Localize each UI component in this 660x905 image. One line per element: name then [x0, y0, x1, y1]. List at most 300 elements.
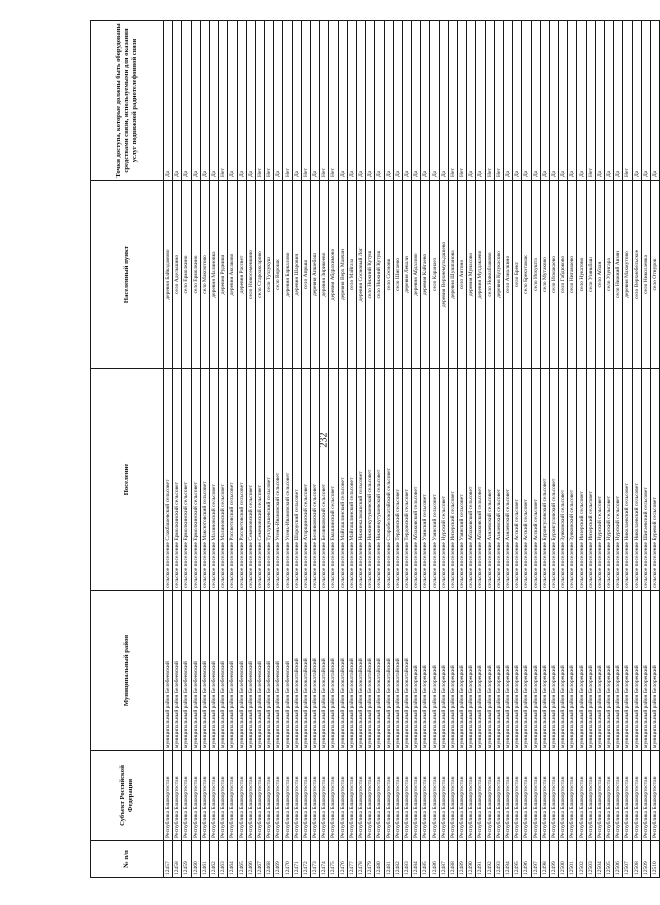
cell-access: Нет	[494, 21, 503, 181]
cell-subject: Республика Башкортостан	[448, 751, 457, 841]
table-row	[595, 21, 604, 878]
cell-locality: деревня Сосновый Лог	[356, 181, 365, 369]
cell-settlement: сельское поселение Асский сельсовет	[522, 369, 531, 591]
cell-locality: село Абзан	[595, 181, 604, 369]
cell-num: 12487	[439, 841, 448, 878]
cell-settlement: сельское поселение Нижнекутушевский сельсовет	[375, 369, 384, 591]
cell-district: муниципальный район Белорецкий	[586, 591, 595, 751]
cell-num: 12489	[458, 841, 467, 878]
cell-num: 12485	[421, 841, 430, 878]
cell-district: муниципальный район Белорецкий	[549, 591, 558, 751]
cell-settlement: сельское поселение Инзерский сельсовет	[586, 369, 595, 591]
cell-num: 12469	[274, 841, 283, 878]
cell-subject: Республика Башкортостан	[402, 751, 411, 841]
cell-subject: Республика Башкортостан	[503, 751, 512, 841]
cell-settlement: сельское поселение Белянковский сельсовет	[311, 369, 320, 591]
cell-access: Да	[375, 21, 384, 181]
cell-access: Да	[228, 21, 237, 181]
cell-locality: село Николаевка	[641, 181, 650, 369]
cell-locality: село Нижний Кутуш	[375, 181, 384, 369]
cell-num: 12460	[191, 841, 200, 878]
cell-subject: Республика Башкортостан	[173, 751, 182, 841]
cell-subject: Республика Башкортостан	[577, 751, 586, 841]
cell-access: Да	[237, 21, 246, 181]
cell-access: Нет	[265, 21, 274, 181]
table-row	[430, 21, 439, 878]
cell-locality: деревня Баркалово	[283, 181, 292, 369]
table-row	[540, 21, 549, 878]
cell-locality: село Габдюково	[559, 181, 568, 369]
cell-district: муниципальный район Белорецкий	[439, 591, 448, 751]
table-row	[586, 21, 595, 878]
header-subject: Субъект Российской Федерации	[91, 751, 164, 841]
cell-subject: Республика Башкортостан	[393, 751, 402, 841]
cell-district: муниципальный район Белорецкий	[577, 591, 586, 751]
cell-locality: село Ворошк	[274, 181, 283, 369]
cell-access: Да	[366, 21, 375, 181]
table-row	[402, 21, 411, 878]
cell-district: муниципальный район Белорецкий	[595, 591, 604, 751]
cell-subject: Республика Башкортостан	[614, 751, 623, 841]
cell-access: Да	[531, 21, 540, 181]
cell-num: 12496	[522, 841, 531, 878]
table-row	[632, 21, 641, 878]
header-access-points: Точки доступа, которые должны быть оборудованы средствами связи, используемыми для оказания услуг подвижной радиотелефонной связи	[91, 21, 164, 181]
cell-district: муниципальный район Белокатайский	[320, 591, 329, 751]
cell-settlement: сельское поселение Майгашлинский сельсовет	[347, 369, 356, 591]
cell-district: муниципальный район Белорецкий	[485, 591, 494, 751]
cell-subject: Республика Башкортостан	[623, 751, 632, 841]
cell-num: 12479	[366, 841, 375, 878]
cell-locality: деревня Шушпанова	[448, 181, 457, 369]
cell-access: Да	[182, 21, 191, 181]
table-row	[283, 21, 292, 878]
cell-district: муниципальный район Белокатайский	[393, 591, 402, 751]
cell-settlement: сельское поселение Инзерский сельсовет	[577, 369, 586, 591]
cell-locality: деревня Кулукасово	[494, 181, 503, 369]
table-row	[531, 21, 540, 878]
cell-district: муниципальный район Белорецкий	[614, 591, 623, 751]
cell-settlement: сельское поселение Абзаковский сельсовет	[412, 369, 421, 591]
cell-district: муниципальный район Белокатайский	[292, 591, 301, 751]
cell-access: Нет	[623, 21, 632, 181]
cell-subject: Республика Башкортостан	[412, 751, 421, 841]
cell-access: Да	[430, 21, 439, 181]
cell-access: Да	[540, 21, 549, 181]
cell-locality: село Азналкино	[503, 181, 512, 369]
cell-num: 12502	[577, 841, 586, 878]
cell-access: Да	[595, 21, 604, 181]
cell-num: 12457	[164, 841, 173, 878]
cell-access: Да	[311, 21, 320, 181]
cell-settlement: сельское поселение Абзаковский сельсовет	[467, 369, 476, 591]
cell-settlement: сельское поселение Асский сельсовет	[513, 369, 522, 591]
cell-settlement: сельское поселение Емашинский сельсовет	[329, 369, 338, 591]
cell-district: муниципальный район Белебеевский	[164, 591, 173, 751]
cell-district: муниципальный район Белорецкий	[476, 591, 485, 751]
cell-settlement: сельское поселение Ермолкинский сельсовет	[191, 369, 200, 591]
cell-subject: Республика Башкортостан	[540, 751, 549, 841]
cell-num: 12459	[182, 841, 191, 878]
table-row	[393, 21, 402, 878]
cell-access: Да	[577, 21, 586, 181]
cell-district: муниципальный район Белорецкий	[503, 591, 512, 751]
cell-subject: Республика Башкортостан	[200, 751, 209, 841]
cell-settlement: сельское поселение Николаевский сельсовет	[623, 369, 632, 591]
cell-access: Да	[476, 21, 485, 181]
cell-access: Нет	[219, 21, 228, 181]
cell-subject: Республика Башкортостан	[641, 751, 650, 841]
cell-district: муниципальный район Белорецкий	[650, 591, 659, 751]
table-header-row	[91, 21, 164, 878]
cell-locality: деревня Верх Маячан	[338, 181, 347, 369]
cell-access: Да	[274, 21, 283, 181]
cell-locality: село Узяньбаш	[586, 181, 595, 369]
cell-locality: деревня Апшебаш	[311, 181, 320, 369]
table-row	[301, 21, 310, 878]
cell-district: муниципальный район Белебеевский	[283, 591, 292, 751]
cell-num: 12500	[559, 841, 568, 878]
cell-access: Нет	[448, 21, 457, 181]
cell-num: 12510	[650, 841, 659, 878]
table-row	[614, 21, 623, 878]
table-row	[513, 21, 522, 878]
table-row	[338, 21, 347, 878]
cell-access: Да	[173, 21, 182, 181]
cell-num: 12504	[595, 841, 604, 878]
cell-settlement: сельское поселение Усень-Ивановский сельсовет	[283, 369, 292, 591]
cell-settlement: сельское поселение Узянский сельсовет	[430, 369, 439, 591]
cell-district: муниципальный район Белорецкий	[568, 591, 577, 751]
cell-num: 12463	[219, 841, 228, 878]
cell-settlement: сельское поселение Буревой сельсовет	[650, 369, 659, 591]
table-row	[503, 21, 512, 878]
cell-district: муниципальный район Белокатайский	[338, 591, 347, 751]
cell-subject: Республика Башкортостан	[595, 751, 604, 841]
cell-access: Да	[605, 21, 614, 181]
cell-district: муниципальный район Белорецкий	[540, 591, 549, 751]
cell-locality: деревня Кайгаево	[421, 181, 430, 369]
cell-locality: село Нижний Кутуш	[366, 181, 375, 369]
cell-locality: село Шигаево	[393, 181, 402, 369]
cell-subject: Республика Башкортостан	[494, 751, 503, 841]
cell-district: муниципальный район Белорецкий	[421, 591, 430, 751]
cell-subject: Республика Башкортостан	[311, 751, 320, 841]
cell-district: муниципальный район Белорецкий	[513, 591, 522, 751]
cell-subject: Республика Башкортостан	[513, 751, 522, 841]
cell-num: 12462	[209, 841, 218, 878]
cell-access: Да	[200, 21, 209, 181]
cell-locality: село Брекс	[513, 181, 522, 369]
table-row	[200, 21, 209, 878]
cell-subject: Республика Башкортостан	[421, 751, 430, 841]
cell-district: муниципальный район Белебеевский	[228, 591, 237, 751]
cell-locality: село Брекэтамак	[522, 181, 531, 369]
cell-subject: Республика Башкортостан	[255, 751, 264, 841]
cell-district: муниципальный район Белокатайский	[329, 591, 338, 751]
table-row	[568, 21, 577, 878]
cell-access: Нет	[320, 21, 329, 181]
table-row	[476, 21, 485, 878]
cell-num: 12499	[549, 841, 558, 878]
cell-num: 12503	[586, 841, 595, 878]
cell-locality: деревня Махмутово	[623, 181, 632, 369]
cell-subject: Республика Башкортостан	[237, 751, 246, 841]
cell-num: 12476	[338, 841, 347, 878]
cell-access: Да	[467, 21, 476, 181]
cell-num: 12473	[311, 841, 320, 878]
cell-num: 12471	[292, 841, 301, 878]
cell-locality: село Ермолкино	[182, 181, 191, 369]
cell-access: Да	[347, 21, 356, 181]
cell-locality: деревня Рудники	[219, 181, 228, 369]
cell-access: Да	[650, 21, 659, 181]
table-row	[458, 21, 467, 878]
cell-subject: Республика Башкортостан	[439, 751, 448, 841]
header-settlement: Поселение	[91, 369, 164, 591]
cell-access: Да	[191, 21, 200, 181]
page-number: 232	[318, 432, 330, 448]
cell-subject: Республика Башкортостан	[292, 751, 301, 841]
cell-settlement: сельское поселение Майгашлинский сельсовет	[338, 369, 347, 591]
header-locality: Населенный пункт	[91, 181, 164, 369]
cell-district: муниципальный район Белорецкий	[559, 591, 568, 751]
cell-settlement: сельское поселение Нурский сельсовет	[614, 369, 623, 591]
cell-num: 12484	[412, 841, 421, 878]
header-num: № п/п	[91, 841, 164, 878]
cell-district: муниципальный район Белорецкий	[467, 591, 476, 751]
table-row	[605, 21, 614, 878]
cell-num: 12468	[265, 841, 274, 878]
cell-subject: Республика Башкортостан	[586, 751, 595, 841]
cell-district: муниципальный район Белебеевский	[274, 591, 283, 751]
cell-locality: деревня Мулдакаево	[476, 181, 485, 369]
table-row	[228, 21, 237, 878]
cell-locality: село Апрыш	[301, 181, 310, 369]
cell-access: Да	[522, 21, 531, 181]
cell-settlement: сельское поселение Малиновский сельсовет	[209, 369, 218, 591]
cell-settlement: сельское поселение Бурангуловский сельсовет	[549, 369, 558, 591]
cell-district: муниципальный район Белебеевский	[255, 591, 264, 751]
cell-district: муниципальный район Белорецкий	[632, 591, 641, 751]
cell-access: Да	[209, 21, 218, 181]
cell-num: 12507	[623, 841, 632, 878]
cell-num: 12491	[476, 841, 485, 878]
cell-settlement: сельское поселение Инзерский сельсовет	[448, 369, 457, 591]
cell-num: 12467	[255, 841, 264, 878]
cell-locality: деревня Абдалово	[412, 181, 421, 369]
cell-district: муниципальный район Белорецкий	[522, 591, 531, 751]
table-row	[311, 21, 320, 878]
cell-num: 12461	[200, 841, 209, 878]
cell-district: муниципальный район Белебеевский	[237, 591, 246, 751]
cell-district: муниципальный район Белокатайский	[384, 591, 393, 751]
cell-subject: Республика Башкортостан	[329, 751, 338, 841]
table-row	[485, 21, 494, 878]
table-row	[164, 21, 173, 878]
cell-locality: село Отнурок	[650, 181, 659, 369]
cell-num: 12490	[467, 841, 476, 878]
cell-num: 12488	[448, 841, 457, 878]
cell-district: муниципальный район Белокатайский	[366, 591, 375, 751]
cell-settlement: сельское поселение Тердовский сельсовет	[402, 369, 411, 591]
cell-subject: Республика Башкортостан	[531, 751, 540, 841]
cell-locality: село Адельшино	[173, 181, 182, 369]
table-row	[209, 21, 218, 878]
cell-locality: село Нукатово	[577, 181, 586, 369]
cell-access: Нет	[283, 21, 292, 181]
cell-subject: Республика Башкортостан	[522, 751, 531, 841]
cell-district: муниципальный район Белорецкий	[641, 591, 650, 751]
cell-num: 12474	[320, 841, 329, 878]
cell-num: 12508	[632, 841, 641, 878]
cell-settlement: сельское поселение Узянский сельсовет	[421, 369, 430, 591]
cell-settlement: сельское поселение Ермолкинский сельсовет	[182, 369, 191, 591]
cell-locality: деревня Левали	[402, 181, 411, 369]
cell-num: 12465	[237, 841, 246, 878]
cell-subject: Республика Башкортостан	[228, 751, 237, 841]
cell-district: муниципальный район Белорецкий	[494, 591, 503, 751]
cell-access: Нет	[329, 21, 338, 181]
header-district: Муниципальный район	[91, 591, 164, 751]
table-row	[412, 21, 421, 878]
cell-num: 12458	[173, 841, 182, 878]
cell-subject: Республика Башкортостан	[320, 751, 329, 841]
table-row	[549, 21, 558, 878]
cell-locality: село Староаксарово	[255, 181, 264, 369]
table-row	[577, 21, 586, 878]
cell-district: муниципальный район Белебеевский	[200, 591, 209, 751]
cell-access: Да	[503, 21, 512, 181]
cell-locality: деревня Байкадамово	[164, 181, 173, 369]
cell-district: муниципальный район Белебеевский	[182, 591, 191, 751]
cell-settlement: сельское поселение Шигаевский сельсовет	[641, 369, 650, 591]
table-row	[448, 21, 457, 878]
cell-access: Нет	[301, 21, 310, 181]
cell-district: муниципальный район Белорецкий	[430, 591, 439, 751]
table-row	[467, 21, 476, 878]
cell-num: 12478	[356, 841, 365, 878]
cell-subject: Республика Башкортостан	[366, 751, 375, 841]
cell-subject: Республика Башкортостан	[375, 751, 384, 841]
cell-settlement: сельское поселение Старобелокатайский сельсовет	[384, 369, 393, 591]
table-row	[494, 21, 503, 878]
cell-access: Да	[164, 21, 173, 181]
cell-locality: село Сосновк	[384, 181, 393, 369]
table-row	[522, 21, 531, 878]
cell-subject: Республика Башкортостан	[650, 751, 659, 841]
cell-district: муниципальный район Белорецкий	[448, 591, 457, 751]
cell-district: муниципальный район Белебеевский	[209, 591, 218, 751]
cell-district: муниципальный район Белебеевский	[246, 591, 255, 751]
table-row	[173, 21, 182, 878]
cell-settlement: сельское поселение Атарщинский сельсовет	[301, 369, 310, 591]
cell-settlement: сельское поселение Зуяковский сельсовет	[559, 369, 568, 591]
cell-access: Да	[292, 21, 301, 181]
cell-district: муниципальный район Белорецкий	[623, 591, 632, 751]
cell-num: 12481	[384, 841, 393, 878]
cell-locality: деревня Верхнемульдашево	[439, 181, 448, 369]
cell-access: Да	[513, 21, 522, 181]
cell-access: Да	[641, 21, 650, 181]
cell-locality: деревня Рассвет	[237, 181, 246, 369]
cell-access: Нет	[586, 21, 595, 181]
cell-subject: Республика Башкортостан	[430, 751, 439, 841]
cell-settlement: сельское поселение Асский сельсовет	[531, 369, 540, 591]
cell-locality: село Нигамаево	[568, 181, 577, 369]
cell-locality: село Антоно	[458, 181, 467, 369]
cell-settlement: сельское поселение Азнаевский сельсовет	[503, 369, 512, 591]
cell-settlement: сельское поселение Зуяковский сельсовет	[568, 369, 577, 591]
table-body	[164, 21, 660, 878]
table-row	[650, 21, 659, 878]
cell-subject: Республика Башкортостан	[182, 751, 191, 841]
table-row	[329, 21, 338, 878]
cell-district: муниципальный район Белокатайский	[402, 591, 411, 751]
cell-num: 12480	[375, 841, 384, 878]
table-row	[439, 21, 448, 878]
cell-subject: Республика Башкортостан	[301, 751, 310, 841]
table-row	[366, 21, 375, 878]
cell-settlement: сельское поселение Николаевский сельсовет	[632, 369, 641, 591]
cell-access: Нет	[485, 21, 494, 181]
cell-num: 12472	[301, 841, 310, 878]
cell-subject: Республика Башкортостан	[549, 751, 558, 841]
cell-subject: Республика Башкортостан	[274, 751, 283, 841]
cell-num: 12497	[531, 841, 540, 878]
cell-num: 12495	[513, 841, 522, 878]
cell-subject: Республика Башкортостан	[246, 751, 255, 841]
table-row	[219, 21, 228, 878]
cell-locality: деревня Аксаково	[228, 181, 237, 369]
cell-num: 12506	[614, 841, 623, 878]
cell-settlement: сельское поселение Бурангуловский сельсовет	[540, 369, 549, 591]
cell-settlement: сельское поселение Нурский сельсовет	[439, 369, 448, 591]
table-row	[274, 21, 283, 878]
cell-num: 12482	[393, 841, 402, 878]
cell-access: Да	[384, 21, 393, 181]
cell-settlement: сельское поселение Ермолкинский сельсовет	[173, 369, 182, 591]
cell-access: Да	[338, 21, 347, 181]
cell-settlement: сельское поселение Тузлукушевский сельсовет	[265, 369, 274, 591]
cell-access: Да	[568, 21, 577, 181]
table-row	[237, 21, 246, 878]
cell-subject: Республика Башкортостан	[559, 751, 568, 841]
cell-locality: деревня Малиновка	[209, 181, 218, 369]
cell-locality: село Нижний Авзян	[614, 181, 623, 369]
cell-district: муниципальный район Белебеевский	[191, 591, 200, 751]
cell-locality: село Искушта	[531, 181, 540, 369]
cell-settlement: сельское поселение Семеновский сельсовет	[255, 369, 264, 591]
cell-access: Да	[614, 21, 623, 181]
cell-num: 12498	[540, 841, 549, 878]
cell-access: Нет	[255, 21, 264, 181]
table-row	[559, 21, 568, 878]
cell-access: Да	[412, 21, 421, 181]
cell-num: 12509	[641, 841, 650, 878]
cell-access: Да	[549, 21, 558, 181]
table-row	[375, 21, 384, 878]
cell-num: 12464	[228, 841, 237, 878]
cell-num: 12483	[402, 841, 411, 878]
cell-settlement: сельское поселение Узянский сельсовет	[458, 369, 467, 591]
cell-subject: Республика Башкортостан	[209, 751, 218, 841]
cell-district: муниципальный район Белорецкий	[531, 591, 540, 751]
cell-num: 12505	[605, 841, 614, 878]
cell-settlement: сельское поселение Нурский сельсовет	[605, 369, 614, 591]
cell-access: Да	[246, 21, 255, 181]
cell-access: Да	[393, 21, 402, 181]
